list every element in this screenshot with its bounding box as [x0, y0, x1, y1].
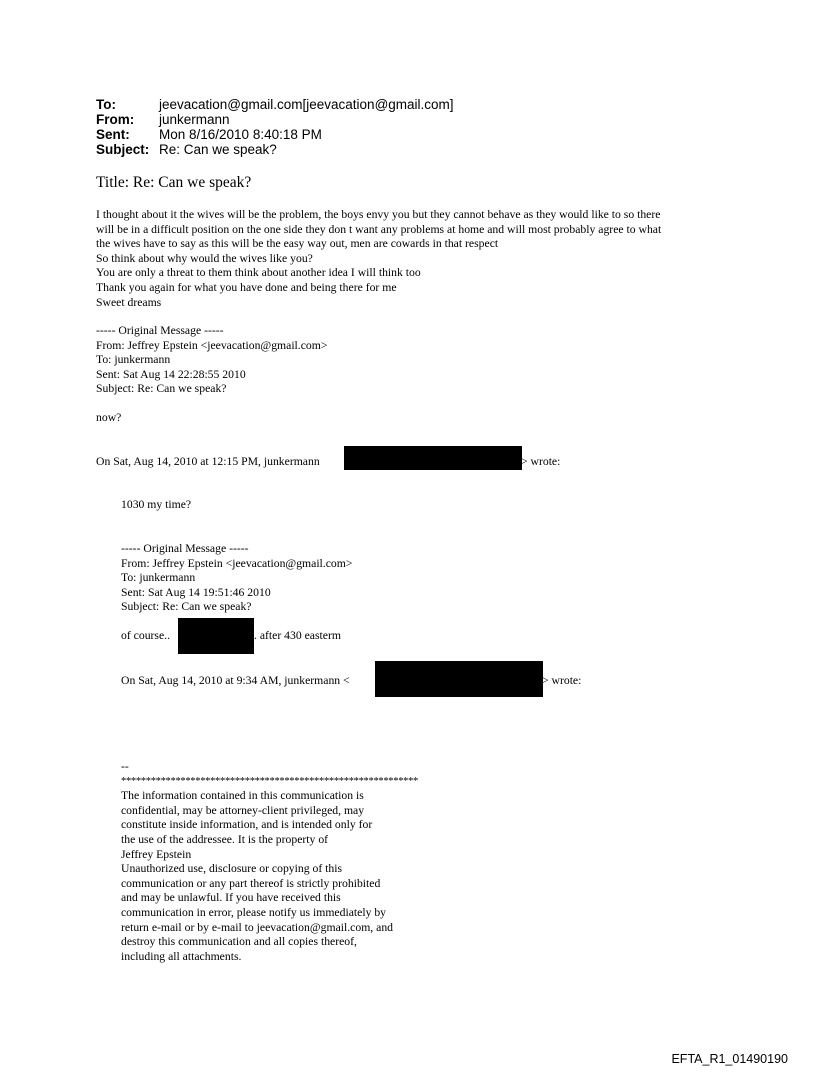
orig1-separator: ----- Original Message ----- — [96, 324, 224, 337]
signature-stars: ************************************************************ — [121, 775, 419, 787]
quote1-suffix: > wrote: — [521, 455, 561, 468]
disclaimer-line: return e-mail or by e-mail to jeevacation@gmail.com, and — [121, 920, 394, 934]
original-message-1 — [96, 324, 327, 397]
disclaimer-line: constitute inside information, and is intended only for — [121, 818, 373, 832]
disclaimer-line: communication in error, please notify us immediately by — [121, 905, 387, 919]
to-row — [96, 97, 454, 112]
email-header — [96, 97, 454, 157]
subject-value: Re: Can we speak? — [159, 142, 277, 157]
sent-label: Sent: — [96, 127, 130, 142]
to-label: To: — [96, 97, 116, 112]
message-title: Title: Re: Can we speak? — [96, 174, 252, 191]
signature — [121, 760, 418, 964]
from-label: From: — [96, 112, 135, 127]
orig1-message: now? — [96, 411, 122, 424]
orig2-msg-suffix: . after 430 easterm — [254, 629, 341, 642]
body-line: will be in a difficult position on the one side they don t want any problems at home and will most probably agree to what — [96, 222, 662, 236]
body-line: You are only a threat to them think about another idea I will think too — [96, 266, 421, 280]
to-value: jeevacation@gmail.com[jeevacation@gmail.com] — [159, 97, 454, 112]
orig1-from: From: Jeffrey Epstein <jeevacation@gmail.com> — [96, 338, 328, 352]
body-line: Thank you again for what you have done and being there for me — [96, 280, 397, 294]
redaction-box — [375, 661, 543, 697]
orig1-subject: Subject: Re: Can we speak? — [96, 382, 227, 396]
message-body — [96, 208, 661, 310]
orig1-sent: Sent: Sat Aug 14 22:28:55 2010 — [96, 367, 246, 381]
disclaimer-line: confidential, may be attorney-client privileged, may — [121, 803, 365, 817]
orig2-separator: ----- Original Message ----- — [121, 542, 249, 555]
subject-row — [96, 142, 454, 157]
disclaimer-line: Jeffrey Epstein — [121, 847, 192, 861]
orig2-subject: Subject: Re: Can we speak? — [121, 600, 252, 614]
sent-row — [96, 127, 454, 142]
disclaimer-line: Unauthorized use, disclosure or copying of this — [121, 862, 343, 876]
disclaimer-line: communication or any part thereof is strictly prohibited — [121, 876, 381, 890]
document-id: EFTA_R1_01490190 — [671, 1052, 788, 1066]
quote1-prefix: On Sat, Aug 14, 2010 at 12:15 PM, junkermann — [96, 455, 320, 468]
disclaimer-line: destroy this communication and all copies thereof, — [121, 935, 357, 949]
signature-dashes: -- — [121, 760, 129, 773]
orig1-to: To: junkermann — [96, 353, 171, 367]
from-value: junkermann — [159, 112, 230, 127]
orig2-from: From: Jeffrey Epstein <jeevacation@gmail.com> — [121, 556, 353, 570]
orig2-sent: Sent: Sat Aug 14 19:51:46 2010 — [121, 585, 271, 599]
sent-value: Mon 8/16/2010 8:40:18 PM — [159, 127, 322, 142]
body-line: So think about why would the wives like you? — [96, 251, 313, 265]
disclaimer-line: the use of the addressee. It is the property of — [121, 832, 329, 846]
from-row — [96, 112, 454, 127]
orig2-to: To: junkermann — [121, 571, 196, 585]
body-line: I thought about it the wives will be the problem, the boys envy you but they cannot behave as they would like to so there — [96, 208, 661, 221]
body-line: the wives have to say as this will be the easy way out, men are cowards in that respect — [96, 237, 499, 251]
redaction-box — [344, 446, 522, 470]
redaction-box — [178, 618, 254, 654]
body-line: Sweet dreams — [96, 295, 162, 309]
quote2-suffix: > wrote: — [542, 674, 582, 687]
subject-label: Subject: — [96, 142, 150, 157]
original-message-2 — [121, 542, 352, 615]
reply-1030: 1030 my time? — [121, 498, 192, 511]
orig2-msg-prefix: of course.. — [121, 629, 171, 642]
disclaimer-line: including all attachments. — [121, 949, 242, 963]
disclaimer-line: and may be unlawful. If you have received this — [121, 891, 341, 905]
disclaimer-line: The information contained in this communication is — [121, 789, 364, 803]
quote2-prefix: On Sat, Aug 14, 2010 at 9:34 AM, junkermann < — [121, 674, 350, 687]
